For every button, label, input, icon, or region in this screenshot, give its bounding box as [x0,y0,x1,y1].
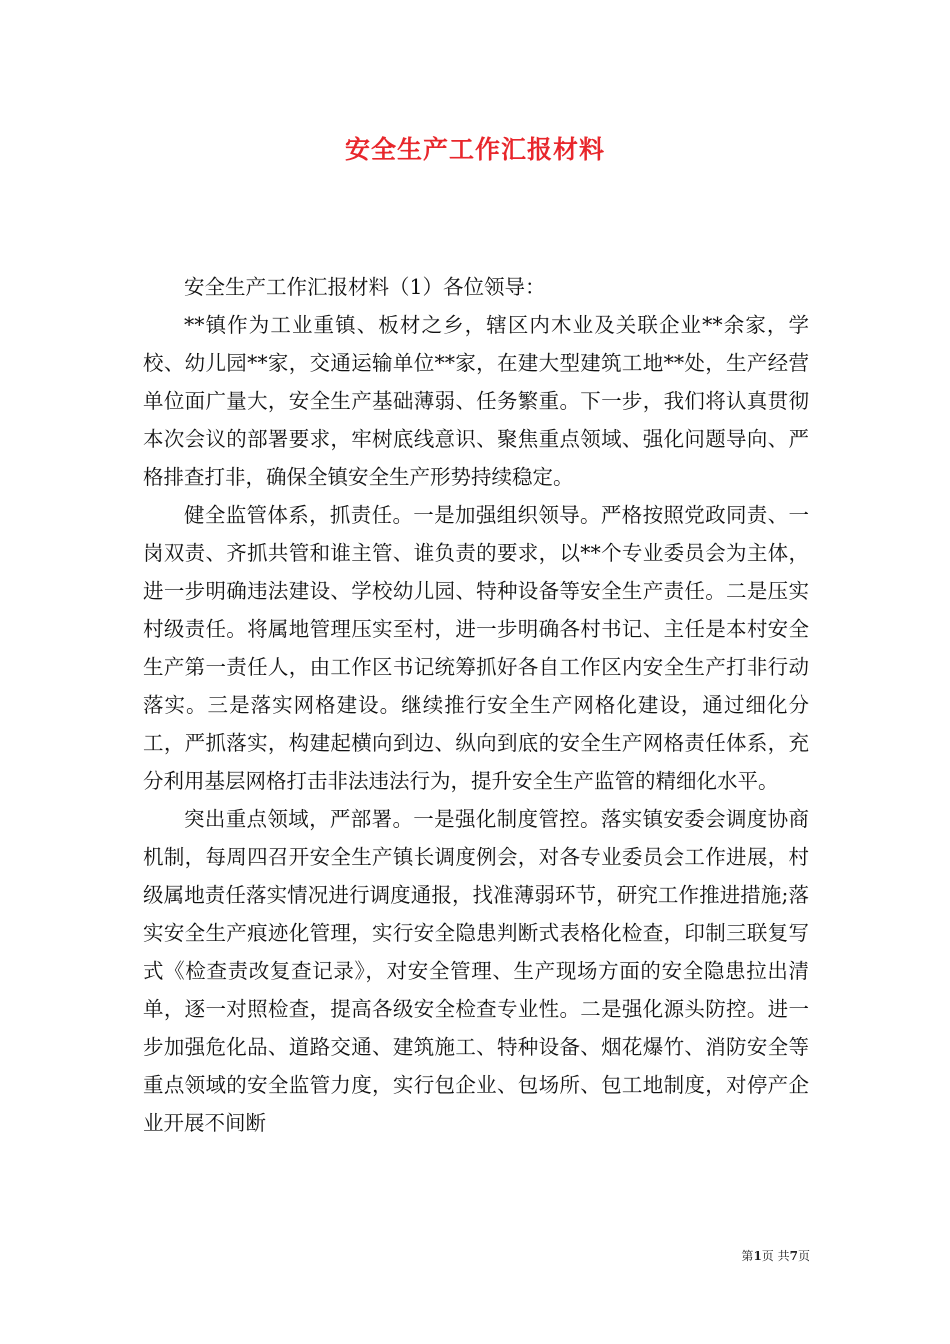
current-page-number: 1 [753,1249,762,1263]
footer-middle: 页 共 [761,1249,790,1263]
paragraph-intro: **镇作为工业重镇、板材之乡，辖区内木业及关联企业**余家，学校、幼儿园**家，交通运输单位**家，在建大型建筑工地**处，生产经营单位面广量大，安全生产基础薄弱、任务繁重。下一步，我们将认真贯彻本次会议的部署要求，牢树底线意识、聚焦重点领域、强化问题导向、严格排查打非，确保全镇安全生产形势持续稳定。 [143,313,809,489]
paragraph-greeting: 安全生产工作汇报材料（1）各位领导： [184,275,546,299]
total-pages-number: 7 [789,1249,798,1263]
footer-suffix: 页 [797,1249,810,1263]
document-title: 安全生产工作汇报材料 [344,135,605,164]
paragraph-key-areas: 突出重点领域，严部署。一是强化制度管控。落实镇安委会调度协商机制，每周四召开安全生产镇长调度例会，对各专业委员会工作进展，村级属地责任落实情况进行调度通报，找准薄弱环节，研究工作推进措施;落实安全生产痕迹化管理，实行安全隐患判断式表格化检查，印制三联复写式《检查责改复查记录》，对安全管理、生产现场方面的安全隐患拉出清单，逐一对照检查，提高各级安全检查专业性。二是强化源头防控。进一步加强危化品、道路交通、建筑施工、特种设备、烟花爆竹、消防安全等重点领域的安全监管力度，实行包企业、包场所、包工地制度，对停产企业开展不间断 [143,807,809,1135]
document-body [143,268,809,1142]
paragraph-supervision: 健全监管体系，抓责任。一是加强组织领导。严格按照党政同责、一岗双责、齐抓共管和谁主管、谁负责的要求，以**个专业委员会为主体，进一步明确违法建设、学校幼儿园、特种设备等安全生产责任。二是压实村级责任。将属地管理压实至村，进一步明确各村书记、主任是本村安全生产第一责任人，由工作区书记统筹抓好各自工作区内安全生产打非行动落实。三是落实网格建设。继续推行安全生产网格化建设，通过细化分工，严抓落实，构建起横向到边、纵向到底的安全生产网格责任体系，充分利用基层网格打击非法违法行为，提升安全生产监管的精细化水平。 [143,503,809,793]
page-number-footer [640,1248,810,1264]
footer-prefix: 第 [741,1249,754,1263]
